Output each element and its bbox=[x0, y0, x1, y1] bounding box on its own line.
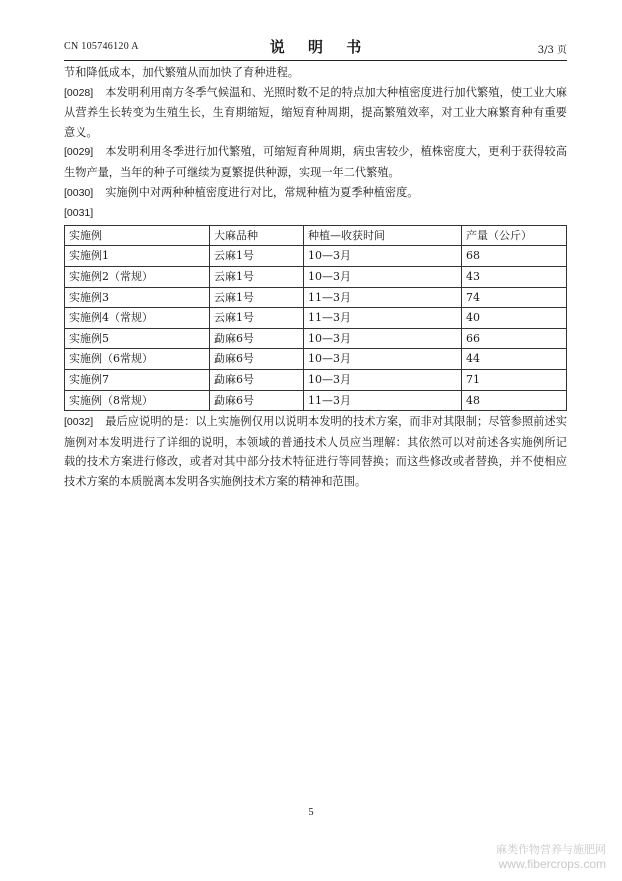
cell-example: 实施例4（常规） bbox=[65, 308, 210, 329]
cell-variety: 勐麻6号 bbox=[210, 349, 304, 370]
paragraph-text: 实施例中对两种种植密度进行对比，常规种植为夏季种植密度。 bbox=[105, 185, 419, 199]
cell-planting-harvest: 10—3月 bbox=[304, 246, 462, 267]
table-row bbox=[65, 266, 567, 287]
cell-yield: 43 bbox=[462, 266, 567, 287]
cell-yield: 48 bbox=[462, 390, 567, 411]
column-header-planting-harvest: 种植—收获时间 bbox=[304, 225, 462, 246]
cell-example: 实施例1 bbox=[65, 246, 210, 267]
cell-planting-harvest: 10—3月 bbox=[304, 369, 462, 390]
paragraph-number: [0029] bbox=[64, 146, 94, 159]
cell-variety: 云麻1号 bbox=[210, 246, 304, 267]
table-row bbox=[65, 390, 567, 411]
paragraph-0030 bbox=[64, 183, 567, 204]
cell-variety: 云麻1号 bbox=[210, 287, 304, 308]
cell-planting-harvest: 11—3月 bbox=[304, 287, 462, 308]
cell-yield: 74 bbox=[462, 287, 567, 308]
paragraph-0028 bbox=[64, 83, 567, 143]
paragraph-0031 bbox=[64, 203, 567, 224]
table-row bbox=[65, 287, 567, 308]
table-header-row bbox=[65, 225, 567, 246]
table-row bbox=[65, 246, 567, 267]
cell-planting-harvest: 10—3月 bbox=[304, 328, 462, 349]
continued-paragraph: 节和降低成本，加代繁殖从而加快了育种进程。 bbox=[64, 66, 299, 79]
cell-yield: 44 bbox=[462, 349, 567, 370]
cell-example: 实施例2（常规） bbox=[65, 266, 210, 287]
cell-variety: 云麻1号 bbox=[210, 308, 304, 329]
watermark bbox=[496, 843, 606, 872]
table-row bbox=[65, 349, 567, 370]
column-header-yield: 产量（公斤） bbox=[462, 225, 567, 246]
cell-yield: 68 bbox=[462, 246, 567, 267]
cell-yield: 71 bbox=[462, 369, 567, 390]
results-table bbox=[64, 225, 567, 411]
cell-variety: 勐麻6号 bbox=[210, 390, 304, 411]
cell-yield: 40 bbox=[462, 308, 567, 329]
cell-planting-harvest: 10—3月 bbox=[304, 349, 462, 370]
cell-example: 实施例3 bbox=[65, 287, 210, 308]
page-indicator: 3/3 页 bbox=[537, 45, 567, 56]
paragraph-text: 最后应说明的是：以上实施例仅用以说明本发明的技术方案，而非对其限制；尽管参照前述实施例对本发明进行了详细的说明，本领域的普通技术人员应当理解：其依然可以对前述各实施例所记载的技术方案进行修改，或者对其中部分技术特征进行等同替换；而这些修改或者替换，并不使相应技术方案的本质脱离本发明各实施例技术方案的精神和范围。 bbox=[64, 415, 567, 488]
cell-planting-harvest: 10—3月 bbox=[304, 266, 462, 287]
paragraph-number: [0030] bbox=[64, 186, 94, 199]
paragraph-text: 本发明利用南方冬季气候温和、光照时数不足的特点加大种植密度进行加代繁殖，使工业大麻从营养生长转变为生殖生长，生育期缩短，缩短育种周期，提高繁殖效率，对工业大麻繁育种有重要意义。 bbox=[64, 85, 567, 139]
paragraph-number: [0031] bbox=[64, 207, 94, 220]
cell-example: 实施例（8常规） bbox=[65, 390, 210, 411]
paragraph-0032 bbox=[64, 412, 567, 491]
cell-planting-harvest: 11—3月 bbox=[304, 308, 462, 329]
cell-variety: 云麻1号 bbox=[210, 266, 304, 287]
cell-yield: 66 bbox=[462, 328, 567, 349]
watermark-url: www.fibercrops.com bbox=[498, 857, 606, 871]
column-header-variety: 大麻品种 bbox=[210, 225, 304, 246]
table-row bbox=[65, 308, 567, 329]
column-header-example: 实施例 bbox=[65, 225, 210, 246]
document-body bbox=[64, 63, 567, 491]
page-number: 5 bbox=[308, 807, 314, 818]
cell-example: 实施例7 bbox=[65, 369, 210, 390]
paragraph-0029 bbox=[64, 142, 567, 182]
cell-variety: 勐麻6号 bbox=[210, 328, 304, 349]
cell-example: 实施例（6常规） bbox=[65, 349, 210, 370]
paragraph-number: [0032] bbox=[64, 416, 94, 429]
publication-number: CN 105746120 A bbox=[64, 41, 139, 52]
document-title: 说 明 书 bbox=[269, 38, 371, 56]
paragraph-number: [0028] bbox=[64, 86, 94, 99]
page-header bbox=[64, 36, 567, 60]
table-row bbox=[65, 369, 567, 390]
watermark-site-name: 麻类作物营养与施肥网 bbox=[496, 843, 606, 856]
paragraph-text: 本发明利用冬季进行加代繁殖，可缩短育种周期，病虫害较少，植株密度大，更利于获得较高生物产量，当年的种子可继续为夏繁提供种源，实现一年二代繁殖。 bbox=[64, 145, 567, 179]
cell-variety: 勐麻6号 bbox=[210, 369, 304, 390]
table-row bbox=[65, 328, 567, 349]
cell-planting-harvest: 11—3月 bbox=[304, 390, 462, 411]
cell-example: 实施例5 bbox=[65, 328, 210, 349]
header-divider bbox=[64, 60, 567, 61]
